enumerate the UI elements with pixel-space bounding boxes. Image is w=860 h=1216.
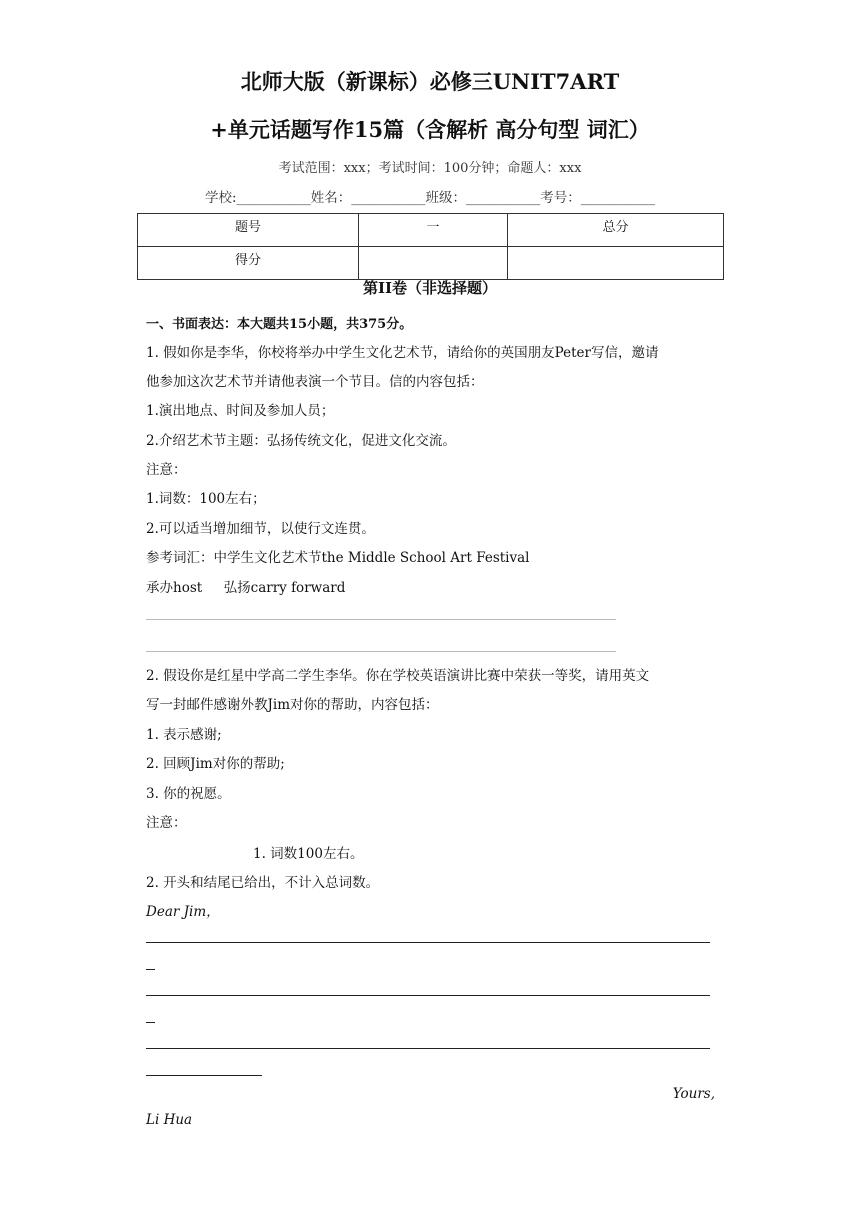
letter-closing: Yours, xyxy=(672,1086,715,1102)
score-table-row-score xyxy=(138,247,724,280)
score-cell: 得分 xyxy=(138,247,359,280)
student-info: 学校:___________姓名：___________班级：___________考号：___________ xyxy=(204,190,656,206)
q1-vocab-1: 参考词汇：中学生文化艺术节the Middle School Art Festival xyxy=(146,550,530,566)
q2-point-2: 2. 回顾Jim对你的帮助; xyxy=(146,756,285,772)
q2-answer-line[interactable] xyxy=(146,942,710,943)
q2-point-3: 3. 你的祝愿。 xyxy=(146,786,231,802)
q2-answer-line-end xyxy=(146,1022,155,1023)
q2-answer-line[interactable] xyxy=(146,1048,710,1049)
q1-point-2: 2.介绍艺术节主题：弘扬传统文化，促进文化交流。 xyxy=(146,433,456,449)
q2-answer-line-end[interactable] xyxy=(146,1075,262,1076)
score-cell[interactable] xyxy=(359,247,508,280)
q2-note-1: 1. 词数100左右。 xyxy=(253,846,364,862)
q2-point-1: 1. 表示感谢; xyxy=(146,727,222,743)
q2-note-2: 2. 开头和结尾已给出，不计入总词数。 xyxy=(146,875,380,891)
score-table xyxy=(137,213,724,280)
exam-info: 考试范围：xxx；考试时间：100分钟；命题人：xxx xyxy=(278,161,582,176)
q2-answer-line-end xyxy=(146,969,155,970)
score-cell[interactable] xyxy=(508,247,724,280)
q1-vocab-2: 承办host 弘扬carry forward xyxy=(146,580,346,596)
volume-title: 第II卷（非选择题） xyxy=(362,279,498,297)
q1-prompt-line1: 1. 假如你是李华，你校将举办中学生文化艺术节，请给你的英国朋友Peter写信，邀请 xyxy=(146,345,659,361)
q1-answer-line[interactable] xyxy=(146,619,616,620)
score-cell: 总分 xyxy=(508,214,724,247)
document-title-line1: 北师大版（新课标）必修三UNIT7ART xyxy=(240,69,620,94)
q1-answer-line[interactable] xyxy=(146,651,616,652)
q1-note-1: 1.词数：100左右； xyxy=(146,491,266,507)
q1-prompt-line2: 他参加这次艺术节并请他表演一个节目。信的内容包括： xyxy=(146,374,484,390)
q1-point-1: 1.演出地点、时间及参加人员； xyxy=(146,403,335,419)
q1-note-2: 2.可以适当增加细节，以使行文连贯。 xyxy=(146,521,375,537)
q2-note-label: 注意： xyxy=(146,815,187,831)
q1-note-label: 注意： xyxy=(146,462,187,478)
section-title: 一、书面表达：本大题共15小题，共375分。 xyxy=(146,317,413,332)
q2-prompt-line1: 2. 假设你是红星中学高二学生李华。你在学校英语演讲比赛中荣获一等奖，请用英文 xyxy=(146,668,650,684)
q2-answer-line[interactable] xyxy=(146,995,710,996)
score-table-row-header xyxy=(138,214,724,247)
score-cell: 题号 xyxy=(138,214,359,247)
score-cell: 一 xyxy=(359,214,508,247)
document-title-line2: +单元话题写作15篇（含解析 高分句型 词汇） xyxy=(210,117,650,142)
letter-signature: Li Hua xyxy=(146,1112,193,1128)
letter-greeting: Dear Jim， xyxy=(146,904,220,920)
q2-prompt-line2: 写一封邮件感谢外教Jim对你的帮助，内容包括： xyxy=(146,697,439,713)
